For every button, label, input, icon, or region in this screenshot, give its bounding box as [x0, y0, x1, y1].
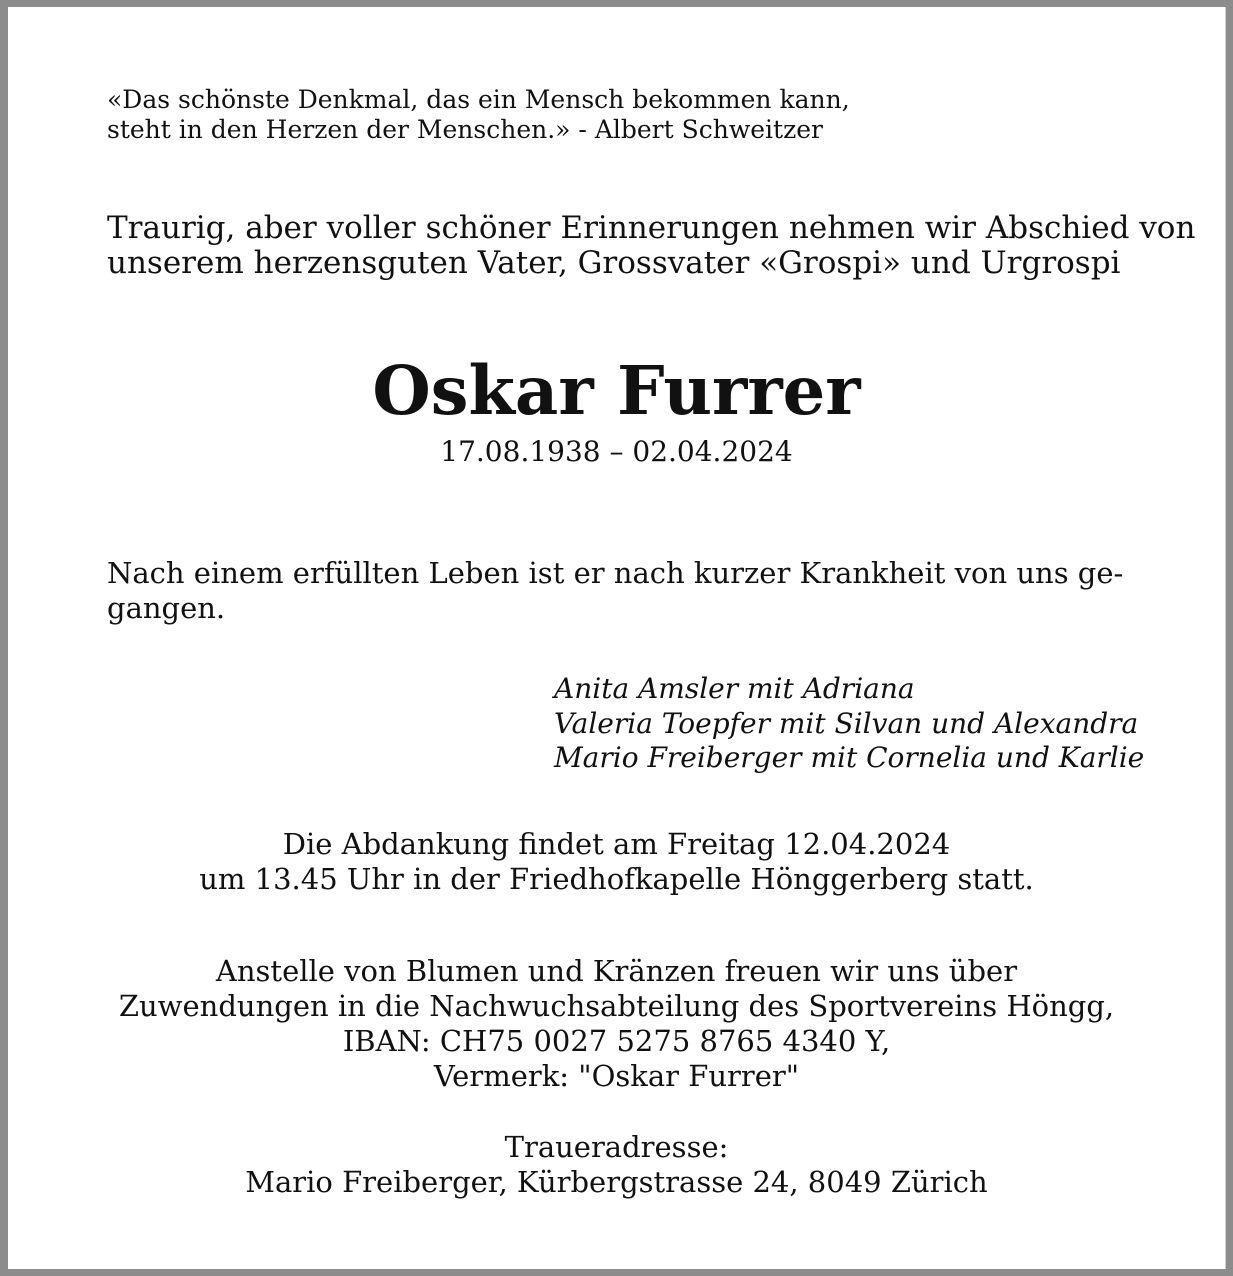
intro-text: [107, 210, 1196, 281]
mourner-item: Valeria Toepfer mit Silvan und Alexandra: [554, 706, 1139, 740]
quote-line-2: steht in den Herzen der Menschen.» - Albert Schweitzer: [107, 115, 823, 144]
mourners-list: [554, 672, 1144, 776]
donation-info: [8, 954, 1225, 1094]
intro-line-2: unserem herzensguten Vater, Grossvater «Grospi» und Urgrospi: [107, 245, 1121, 281]
donation-reference: Vermerk: "Oskar Furrer": [433, 1059, 800, 1093]
life-dates: 17.08.1938 – 02.04.2024: [440, 435, 793, 468]
intro-line-1: Traurig, aber voller schöner Erinnerungen nehmen wir Abschied von: [107, 210, 1196, 246]
donation-line-2: Zuwendungen in die Nachwuchsabteilung des Sportvereins Höngg,: [118, 989, 1115, 1023]
iban-line: IBAN: CH75 0027 5275 8765 4340 Y,: [342, 1024, 891, 1058]
mourner-item: Anita Amsler mit Adriana: [554, 672, 915, 705]
donation-line-1: Anstelle von Blumen und Kränzen freuen wir uns über: [215, 954, 1018, 988]
deceased-name: Oskar Furrer: [372, 351, 861, 430]
passing-line-1: Nach einem erfüllten Leben ist er nach kurzer Krankheit von uns ge-: [107, 556, 1124, 590]
quote: [107, 85, 1129, 145]
passing-text: [107, 556, 1129, 626]
passing-line-2: gangen.: [107, 591, 226, 625]
ceremony-line-2: um 13.45 Uhr in der Friedhofkapelle Hönggerberg statt.: [199, 862, 1034, 896]
mourner-item: Mario Freiberger mit Cornelia und Karlie: [554, 741, 1145, 774]
mourning-address: [8, 1130, 1225, 1200]
ceremony-line-1: Die Abdankung findet am Freitag 12.04.2024: [282, 827, 951, 861]
address-value: Mario Freiberger, Kürbergstrasse 24, 8049 Zürich: [245, 1165, 988, 1199]
quote-line-1: «Das schönste Denkmal, das ein Mensch bekommen kann,: [107, 85, 850, 114]
address-label: Traueradresse:: [504, 1130, 729, 1164]
obituary-page: [8, 7, 1226, 1269]
ceremony-info: [8, 827, 1225, 897]
